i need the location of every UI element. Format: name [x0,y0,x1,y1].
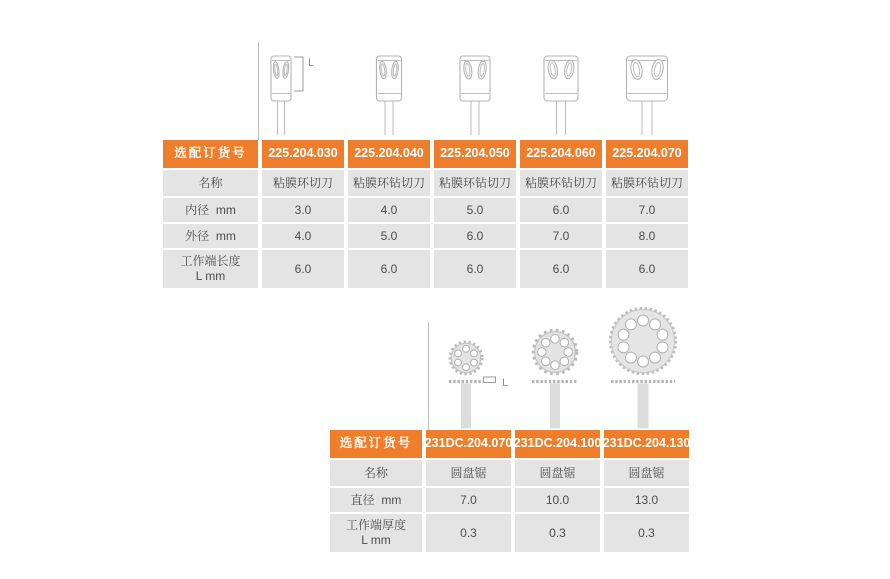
punch-drawing-2 [344,40,434,140]
row-label: 直径 mm [330,488,422,512]
spec-value-cell: 7.0 [426,488,511,512]
spec-value-cell: 8.0 [606,224,688,248]
saw-spec-table [330,430,689,552]
spec-value-cell: 4.0 [262,224,344,248]
punch-drawing-1 [247,40,337,140]
spec-value-cell: 6.0 [520,198,602,222]
spec-value-cell: 5.0 [348,224,430,248]
spec-value-cell: 0.3 [515,514,600,552]
row-label: 内径 mm [163,198,258,222]
spec-value-cell: 7.0 [520,224,602,248]
disc-saw-drawing-3 [598,305,688,430]
spec-value-cell: 3.0 [262,198,344,222]
order-code-cell: 231DC.204.100 [515,430,600,458]
spec-value-cell: 10.0 [515,488,600,512]
order-code-cell: 225.204.030 [262,140,344,168]
length-label: L [308,57,315,69]
thickness-bracket [484,377,496,383]
spec-value-cell: 6.0 [262,250,344,288]
spec-value-cell: 6.0 [348,250,430,288]
spec-value-cell: 粘膜环钻切刀 [434,170,516,196]
spec-value-cell: 粘膜环钻切刀 [348,170,430,196]
row-label: 名称 [163,170,258,196]
disc-saw-drawing-1 [421,305,551,430]
spec-value-cell: 圆盘锯 [604,460,689,486]
section-divider-line [258,42,259,140]
disc-saw-drawing-2 [510,305,600,430]
spec-value-cell: 7.0 [606,198,688,222]
spec-value-cell: 粘膜环钻切刀 [606,170,688,196]
row-label: 工作端厚度 L mm [330,514,422,552]
spec-value-cell: 6.0 [520,250,602,288]
spec-value-cell: 6.0 [434,224,516,248]
spec-value-cell: 粘膜环切刀 [262,170,344,196]
spec-value-cell: 圆盘锯 [426,460,511,486]
spec-value-cell: 圆盘锯 [515,460,600,486]
punch-drawing-5 [602,40,692,140]
spec-value-cell: 6.0 [606,250,688,288]
row-label: 名称 [330,460,422,486]
spec-value-cell: 0.3 [604,514,689,552]
order-code-cell: 231DC.204.130 [604,430,689,458]
punch-spec-table [163,140,688,288]
length-label: L [502,377,509,389]
length-bracket [294,57,303,91]
spec-value-cell: 0.3 [426,514,511,552]
row-label: 工作端长度 L mm [163,250,258,288]
row-label: 外径 mm [163,224,258,248]
table-header-label: 选配订货号 [330,430,422,458]
spec-value-cell: 5.0 [434,198,516,222]
spec-value-cell: 粘膜环钻切刀 [520,170,602,196]
order-code-cell: 225.204.060 [520,140,602,168]
spec-value-cell: 13.0 [604,488,689,512]
spec-value-cell: 4.0 [348,198,430,222]
table-header-label: 选配订货号 [163,140,258,168]
order-code-cell: 225.204.050 [434,140,516,168]
spec-value-cell: 6.0 [434,250,516,288]
order-code-cell: 225.204.070 [606,140,688,168]
order-code-cell: 231DC.204.070 [426,430,511,458]
punch-drawing-3 [430,40,520,140]
punch-drawing-4 [516,40,606,140]
order-code-cell: 225.204.040 [348,140,430,168]
section-divider-line [428,322,429,430]
